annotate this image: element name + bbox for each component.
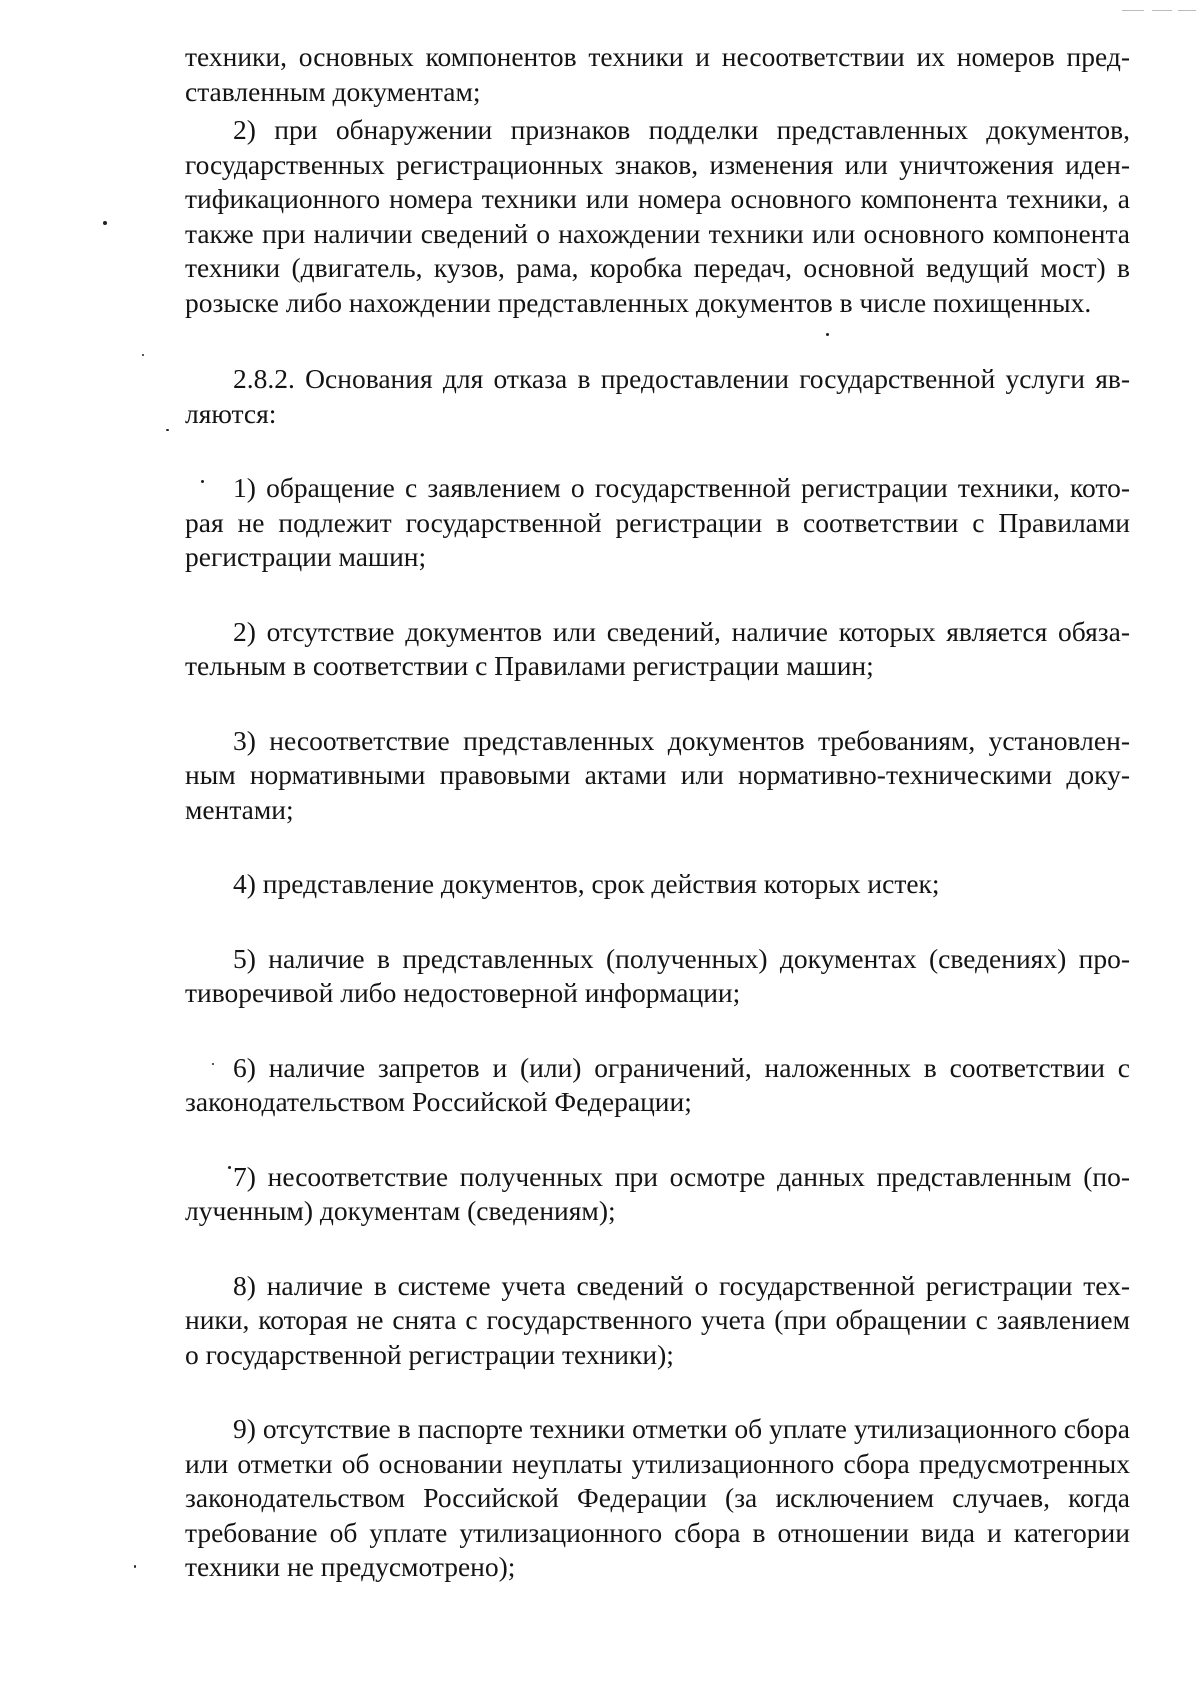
document-page [185, 40, 1130, 1585]
paragraph-refusal-1: 1) обращение с заявлением о государственной регистрации техники, которая не подлежит государственной регистрации в соответствии с Правилами регистрации машин; [185, 472, 1130, 572]
paragraph-refusal-9: 9) отсутствие в паспорте техники отметки об уплате утилизационного сбора или отметки об основании неуплаты утилизационного сбора предусмотренных законодательством Российской Федерации (за исключением случаев, когда требование об уплате утилизационного сбора в отношении вида и категории техники не предусмотрено); [185, 1413, 1130, 1582]
scan-artifact-dash [1178, 10, 1196, 11]
scan-speck [166, 429, 169, 431]
scan-artifact-dash [1122, 10, 1144, 11]
scan-artifact-dash [1152, 10, 1172, 11]
paragraph-refusal-4: 4) представление документов, срок действия которых истек; [233, 868, 940, 899]
paragraph-item-2: 2) при обнаружении признаков подделки представленных документов, государственных регистрационных знаков, изменения или уничтожения идентификационного номера техники или номера основного компонента техники, а также при наличии сведений о нахождении техники или основного компонента техники (двигатель, кузов, рама, коробка передач, основной ведущий мост) в розыске либо нахождении представленных документов в числе похищенных. [185, 114, 1130, 318]
paragraph-refusal-5: 5) наличие в представленных (полученных) документах (сведениях) противоречивой либо недостоверной информации; [185, 942, 1130, 1008]
scan-speck [134, 1565, 136, 1568]
paragraph-refusal-7: 7) несоответствие полученных при осмотре данных представленным (полученным) документам (сведениям); [185, 1160, 1130, 1226]
paragraph-refusal-8: 8) наличие в системе учета сведений о государственной регистрации техники, которая не снята с государственного учета (при обращении с заявлением о государственной регистрации техники); [185, 1269, 1130, 1370]
paragraph-refusal-3: 3) несоответствие представленных документов требованиям, установленным нормативными правовыми актами или нормативно-техническими документами; [185, 724, 1130, 825]
paragraph-refusal-6: 6) наличие запретов и (или) ограничений, наложенных в соответствии с законодательством Российской Федерации; [185, 1051, 1130, 1117]
paragraph-section-2-8-2: 2.8.2. Основания для отказа в предоставлении государственной услуги являются: [185, 363, 1130, 429]
paragraph-continuation: техники, основных компонентов техники и несоответствии их номеров представленным документам; [185, 41, 1130, 107]
scan-speck [103, 221, 107, 225]
paragraph-refusal-2: 2) отсутствие документов или сведений, наличие которых является обязательным в соответствии с Правилами регистрации машин; [185, 615, 1130, 681]
scan-speck [142, 354, 144, 356]
